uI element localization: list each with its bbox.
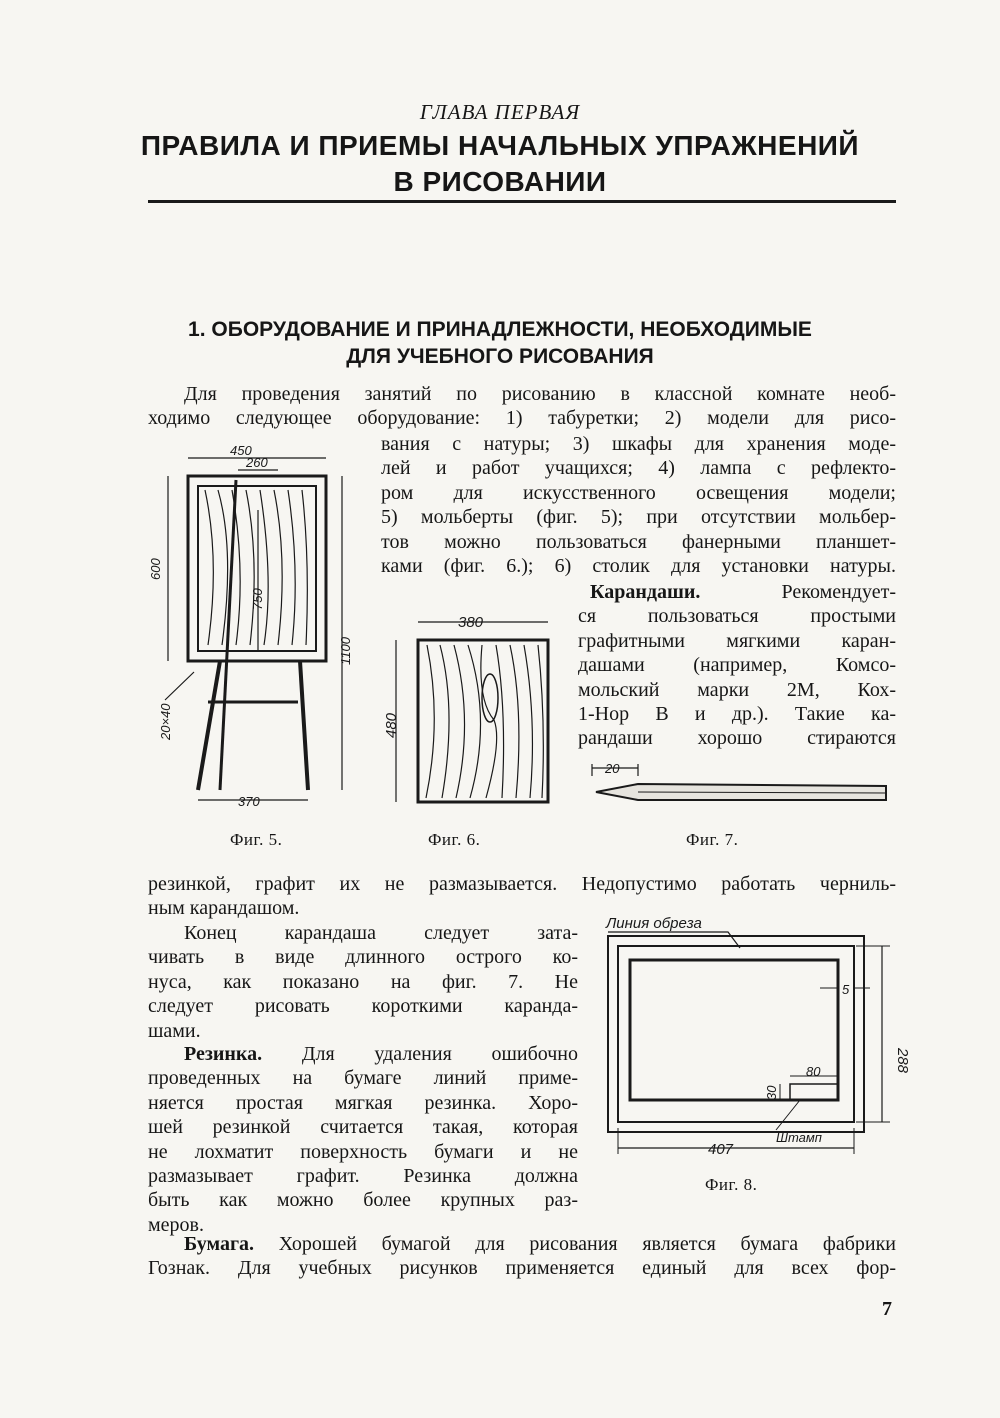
- text-line: дашами (например, Комсо-: [578, 654, 896, 677]
- section-heading-line-2: ДЛЯ УЧЕБНОГО РИСОВАНИЯ: [346, 345, 654, 368]
- fig5-dim: 20×40: [158, 703, 173, 740]
- pencils-first-line: Рекомендует-: [781, 581, 896, 603]
- paragraph-pencils: [578, 580, 896, 751]
- figure-5-easel: [150, 440, 380, 820]
- fig5-dim: 450: [230, 443, 252, 458]
- text-line: не лохматит поверхность бумаги и не: [148, 1140, 578, 1163]
- fig8-dim: 407: [708, 1141, 734, 1158]
- paper-first-line: Хорошей бумагой для рисования является бумага фабрики: [278, 1233, 896, 1255]
- text-line: Для проведения занятий по рисованию в классной комнате необ-: [184, 383, 896, 405]
- text-line: размазывает графит. Резинка должна: [148, 1165, 578, 1188]
- text-line: ходимо следующее оборудование: 1) табуретки; 2) модели для рисо-: [148, 407, 896, 430]
- paragraph-paper: [148, 1232, 896, 1281]
- text-line: меров.: [148, 1213, 204, 1236]
- text-line: лей и работ учащихся; 4) лампа с рефлекто-: [381, 457, 896, 480]
- figure-6-board: [382, 610, 552, 805]
- fig8-dim: 5: [842, 982, 850, 997]
- paragraph-sharpening: [148, 921, 578, 1043]
- figure-7-pencil: [590, 762, 895, 807]
- fig5-dim: 1100: [338, 637, 353, 665]
- paper-heading: Бумага.: [184, 1233, 255, 1255]
- section-heading-line-1: 1. ОБОРУДОВАНИЕ И ПРИНАДЛЕЖНОСТИ, НЕОБХОДИМЫЕ: [188, 318, 812, 341]
- page-number: 7: [882, 1298, 892, 1320]
- figure-7-caption: Фиг. 7.: [686, 830, 739, 849]
- figure-8-paper-format: [600, 910, 911, 1165]
- text-line: следует рисовать короткими каранда-: [148, 995, 578, 1018]
- text-line: шей резинкой считается такая, которая: [148, 1116, 578, 1139]
- text-line: проведенных на бумаге линий приме-: [148, 1067, 578, 1090]
- text-line: нуса, как показано на фиг. 7. Не: [148, 970, 578, 993]
- pencils-heading: Карандаши.: [590, 581, 701, 603]
- text-line: ками (фиг. 6.); 6) столик для установки натуры.: [381, 555, 896, 578]
- text-line: резинкой, графит их не размазывается. Недопустимо работать черниль-: [148, 873, 896, 895]
- figure-6-caption: Фиг. 6.: [428, 830, 481, 849]
- chapter-title-line-2: В РИСОВАНИИ: [393, 166, 607, 197]
- text-line: [148, 1042, 578, 1066]
- text-line: быть как можно более крупных раз-: [148, 1189, 578, 1212]
- eraser-first-line: Для удаления ошибочно: [301, 1043, 579, 1065]
- text-line: рандаши хорошо стираются: [578, 727, 896, 750]
- text-line: [148, 1232, 896, 1256]
- chapter-label: ГЛАВА ПЕРВАЯ: [419, 100, 581, 124]
- fig6-dim: 380: [458, 614, 484, 631]
- text-line: вания с натуры; 3) шкафы для хранения моде-: [381, 433, 896, 455]
- figure-8-caption: Фиг. 8.: [705, 1175, 758, 1194]
- text-line: чивать в виде длинного острого ко-: [148, 946, 578, 969]
- fig7-dim: 20: [605, 761, 620, 776]
- text-line: Гознак. Для учебных рисунков применяется единый для всех фор-: [148, 1257, 896, 1280]
- eraser-heading: Резинка.: [184, 1043, 263, 1065]
- text-line: тов можно пользоваться фанерными планшет-: [381, 530, 896, 553]
- text-line: ным карандашом.: [148, 897, 300, 920]
- text-line: ром для искусственного освещения модели;: [381, 481, 896, 504]
- fig8-dim: 288: [894, 1048, 911, 1074]
- figure-5-caption: Фиг. 5.: [230, 830, 283, 849]
- fig8-dim: 30: [764, 1085, 779, 1100]
- text-line: Конец карандаша следует зата-: [184, 922, 578, 944]
- text-line: шами.: [148, 1019, 201, 1042]
- title-rule: [148, 200, 896, 203]
- text-line: 1-Нор В и др.). Такие ка-: [578, 703, 896, 726]
- text-line: мольский марки 2М, Кох-: [578, 678, 896, 701]
- text-line: ся пользоваться простыми: [578, 605, 896, 628]
- fig8-stamp-label: Штамп: [776, 1130, 822, 1145]
- fig8-dim: 80: [806, 1064, 821, 1079]
- paragraph-equipment-column: [381, 432, 896, 578]
- text-line: [578, 580, 896, 604]
- paragraph-eraser: [148, 1042, 578, 1237]
- fig6-dim: 480: [383, 712, 400, 738]
- text-line: графитными мягкими каран-: [578, 629, 896, 652]
- text-line: няется простая мягкая резинка. Хоро-: [148, 1091, 578, 1114]
- fig5-dim: 370: [238, 794, 260, 809]
- paragraph-equipment-full: [148, 382, 896, 431]
- fig8-cut-line-label: Линия обреза: [606, 915, 702, 932]
- fig5-dim: 260: [246, 455, 268, 470]
- fig5-dim: 600: [148, 558, 163, 580]
- chapter-title-line-1: ПРАВИЛА И ПРИЕМЫ НАЧАЛЬНЫХ УПРАЖНЕНИЙ: [140, 130, 860, 161]
- text-line: 5) мольберты (фиг. 5); при отсутствии мольбер-: [381, 506, 896, 529]
- fig5-dim: 750: [250, 588, 265, 610]
